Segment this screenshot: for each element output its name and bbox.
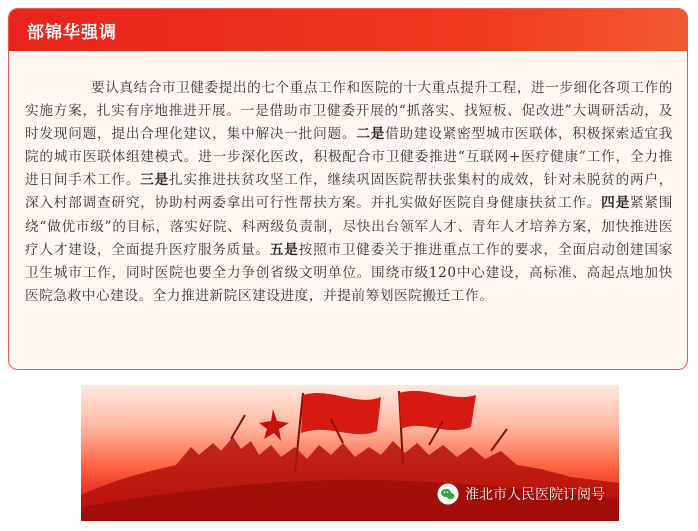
star-emblem	[259, 409, 289, 441]
red-flag-left	[301, 393, 381, 434]
paragraph-segment-1: 要认真结合市卫健委提出的七个重点工作和医院的十大重点提升工程，进一步细化各项工作的实施方案，扎实有序地推进开展。一是借助市卫健委开展的“抓落实、找短板、促改进”大调研活动，及时发现问题，提出合理化建议，集中解决一批问题。	[25, 80, 673, 143]
paragraph-segment-5: 按照市卫健委关于推进重点工作的要求，全面启动创建国家卫生城市工作，同时医院也要全力争创省级文明单位。围绕市级120中心建设，高标准、高起点地加快医院急救中心建设。全力推进新院区建设进度，并提前筹划医院搬迁工作。	[25, 241, 673, 304]
paragraph-segment-3: 扎实推进扶贫攻坚工作，继续巩固医院帮扶张集村的成效，针对未脱贫的两户，深入村部调查研究，协助村两委拿出可行性帮扶方案。并扎实做好医院自身健康扶贫工作。	[25, 172, 673, 212]
card-title: 部锦华强调	[27, 22, 117, 43]
rifle-1	[231, 415, 245, 439]
red-flag-right	[399, 391, 476, 430]
rifle-4	[491, 429, 507, 451]
point-marker-4: 四是	[601, 195, 630, 212]
watermark	[437, 482, 605, 506]
point-marker-3: 三是	[140, 172, 170, 189]
card-header	[9, 9, 687, 51]
watermark-text: 淮北市人民医院订阅号	[465, 487, 605, 503]
wechat-icon	[437, 483, 459, 505]
paragraph-segment-4: 紧紧围绕“做优市级”的目标，落实好院、科两级负责制，尽快出台领军人才、青年人才培养方案，加快推进医疗人才建设，全面提升医疗服务质量。	[25, 195, 673, 258]
card-body-text	[9, 51, 687, 308]
point-marker-5: 五是	[269, 241, 299, 258]
point-marker-2: 二是	[356, 126, 386, 143]
highlight-card	[8, 8, 688, 370]
paragraph-segment-2: 借助建设紧密型城市医联体，积极探索适宜我院的城市医联体组建模式。进一步深化医改，积极配合市卫健委推进“互联网+医疗健康”工作，全力推进日间手术工作。	[25, 126, 673, 189]
